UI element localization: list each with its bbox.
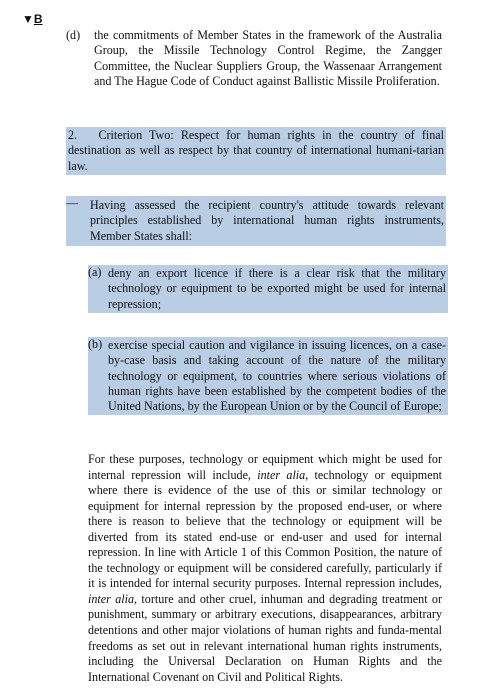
criterion-text: Criterion Two: Respect for human rights in the country of final destination as well as respect by that country of international humani-tarian law. xyxy=(68,128,444,173)
item-text: deny an export licence if there is a clear risk that the military technology or equipment to be exported might be used for internal repression; xyxy=(108,266,446,311)
latin-term: inter alia xyxy=(88,591,135,606)
marker-letter: B xyxy=(33,12,43,26)
item-label: (a) xyxy=(88,265,102,279)
paragraph-text: , torture and other cruel, inhuman and degrading treatment or punishment, summary or arbitrary executions, disappearances, arbitrary detentions and other major violations of human rights and funda-mental freedoms as set out in relevant international human rights instruments, including the Universal Declaration on Human Rights and the International Covenant on Civil and Political Rights. xyxy=(88,591,442,684)
internal-repression-paragraph xyxy=(88,452,442,685)
assessment-paragraph xyxy=(66,196,446,246)
paragraph-text: , technology or equipment where there is evidence of the use of this or similar technology or equipment for internal repression by the proposed end-user, or where there is reason to believe that the technology or equipment will be diverted from its stated end-use or end-user and used for internal repression. In line with Article 1 of this Common Position, the nature of the technology or equipment will be considered carefully, particularly if it is intended for internal security purposes. Internal repression includes, xyxy=(88,467,442,591)
item-label: (b) xyxy=(88,337,103,351)
list-item-d xyxy=(66,28,442,89)
list-item-b xyxy=(88,337,448,415)
dash-marker: — xyxy=(66,196,79,210)
criterion-number: 2. xyxy=(68,128,78,142)
criterion-two-heading xyxy=(66,127,446,175)
latin-term: inter alia xyxy=(257,467,306,482)
paragraph-text: For these purposes, technology or equipment which might be used for internal repression will include, xyxy=(88,452,442,482)
item-text: exercise special caution and vigilance in issuing licences, on a case-by-case basis and taking account of the nature of the military technology or equipment, to countries where serious violations of human rights have been established by the competent bodies of the United Nations, by the European Union or by the Council of Europe; xyxy=(108,338,446,414)
list-item-a xyxy=(88,265,448,313)
assessment-text: Having assessed the recipient country's attitude towards relevant principles established by international human rights instruments, Member States shall: xyxy=(90,198,444,243)
item-text: the commitments of Member States in the framework of the Australia Group, the Missile Technology Control Regime, the Zangger Committee, the Nuclear Suppliers Group, the Wassenaar Arrangement and The Hague Code of Conduct against Ballistic Missile Proliferation. xyxy=(94,28,442,88)
item-label: (d) xyxy=(66,28,81,42)
amendment-marker xyxy=(22,12,43,26)
triangle-down-icon: ▼ xyxy=(22,12,34,26)
